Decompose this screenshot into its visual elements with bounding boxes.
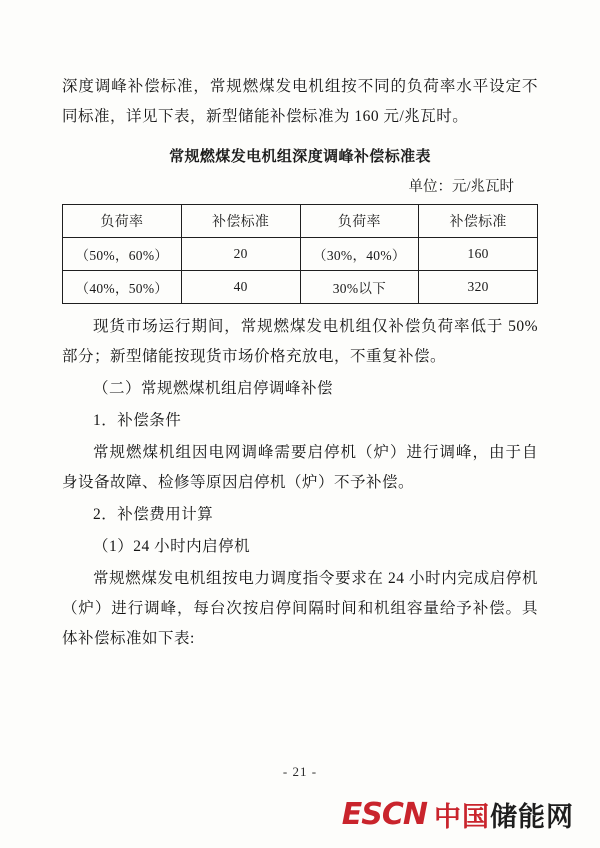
- table-cell: （30%，40%）: [300, 238, 419, 271]
- body-paragraph: 常规燃煤机组因电网调峰需要启停机（炉）进行调峰，由于自身设备故障、检修等原因启停机（炉）不予补偿。: [62, 444, 538, 491]
- subsection-heading-2: 2．补偿费用计算: [93, 506, 214, 523]
- table-header-cell: 补偿标准: [181, 205, 300, 238]
- body-text-block: [62, 312, 538, 654]
- table-header-cell: 补偿标准: [419, 205, 538, 238]
- table-row: [63, 271, 538, 304]
- compensation-standard-table: [62, 204, 538, 304]
- watermark-name: [434, 795, 574, 834]
- table-header-cell: 负荷率: [300, 205, 419, 238]
- page-number: - 21 -: [282, 764, 318, 779]
- watermark-name-dark: 储能网: [490, 802, 574, 833]
- table-row: [63, 238, 538, 271]
- table-cell: 40: [181, 271, 300, 304]
- table-header-row: [63, 205, 538, 238]
- subsection-heading-1: 1．补偿条件: [93, 412, 182, 429]
- table-cell: （50%，60%）: [63, 238, 182, 271]
- table-cell: 160: [419, 238, 538, 271]
- body-paragraph: 现货市场运行期间，常规燃煤发电机组仅补偿负荷率低于 50%部分；新型储能按现货市场价格充放电，不重复补偿。: [62, 318, 538, 365]
- watermark-name-red: 中国: [434, 802, 490, 833]
- watermark-brand: ESCN: [341, 797, 427, 832]
- watermark: [342, 795, 574, 834]
- lead-paragraph: 深度调峰补偿标准，常规燃煤发电机组按不同的负荷率水平设定不同标准，详见下表，新型储能补偿标准为 160 元/兆瓦时。: [62, 78, 538, 125]
- table-title: 常规燃煤发电机组深度调峰补偿标准表: [169, 149, 431, 165]
- body-paragraph: 常规燃煤发电机组按电力调度指令要求在 24 小时内完成启停机（炉）进行调峰，每台次按启停间隔时间和机组容量给予补偿。具体补偿标准如下表:: [62, 570, 538, 647]
- section-heading-2: （二）常规燃煤机组启停调峰补偿: [93, 380, 334, 397]
- table-unit-label: 单位：元/兆瓦时: [408, 179, 514, 195]
- table-cell: 320: [419, 271, 538, 304]
- table-cell: 20: [181, 238, 300, 271]
- table-header-cell: 负荷率: [63, 205, 182, 238]
- table-cell: 30%以下: [300, 271, 419, 304]
- subsection-item-1: （1）24 小时内启停机: [93, 538, 251, 555]
- table-cell: （40%，50%）: [63, 271, 182, 304]
